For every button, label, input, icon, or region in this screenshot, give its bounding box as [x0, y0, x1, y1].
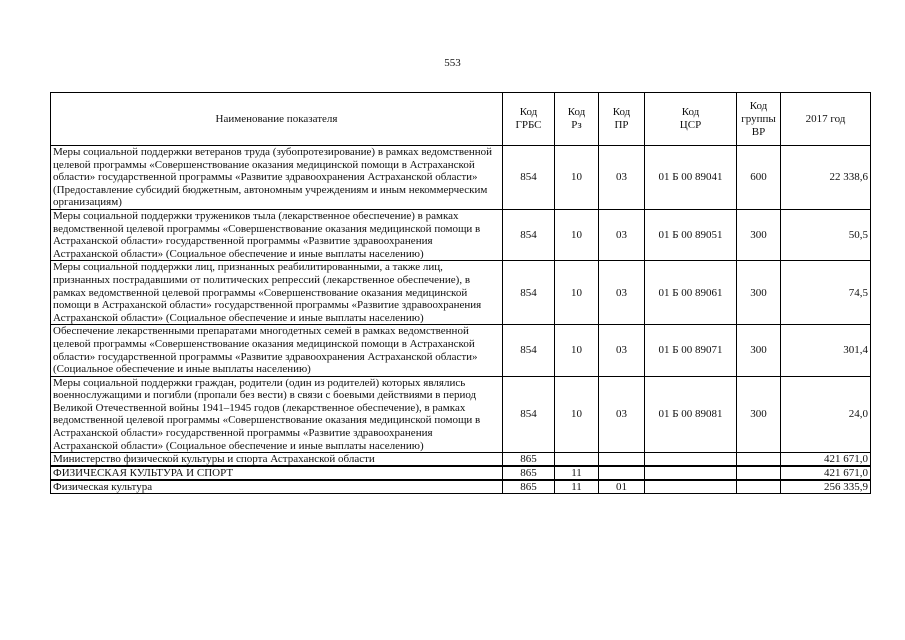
- row-rz: 10: [555, 376, 599, 453]
- row-vr: 300: [737, 261, 781, 325]
- row-grbs: 854: [503, 146, 555, 210]
- row-amount: 256 335,9: [781, 480, 871, 494]
- header-year: 2017 год: [781, 93, 871, 146]
- row-pr: 01: [599, 480, 645, 494]
- row-vr: [737, 453, 781, 467]
- row-name: Обеспечение лекарственными препаратами многодетных семей в рамках ведомственной целевой программы «Совершенствование оказания медицинской помощи в Астраханской области» государственной программы «Развитие здравоохранения Астраханской области» (Социальное обеспечение и иные выплаты населению): [51, 325, 503, 376]
- row-name: Физическая культура: [51, 480, 503, 494]
- row-amount: 421 671,0: [781, 466, 871, 480]
- header-row: [51, 93, 871, 146]
- row-rz: [555, 453, 599, 467]
- table-row: [51, 466, 871, 480]
- header-csr: Код ЦСР: [645, 93, 737, 146]
- row-amount: 50,5: [781, 209, 871, 260]
- row-vr: 300: [737, 209, 781, 260]
- row-vr: 300: [737, 376, 781, 453]
- row-pr: 03: [599, 325, 645, 376]
- row-csr: 01 Б 00 89041: [645, 146, 737, 210]
- row-name: Меры социальной поддержки лиц, признанных реабилитированными, а также лиц, признанных пострадавшими от политических репрессий (лекарственное обеспечение), в рамках ведомственной целевой программы «Совершенствование оказания медицинской помощи в Астраханской области» государственной программы «Развитие здравоохранения Астраханской области» (Социальное обеспечение и иные выплаты населению): [51, 261, 503, 325]
- table-row: [51, 453, 871, 467]
- row-csr: [645, 453, 737, 467]
- row-vr: 300: [737, 325, 781, 376]
- row-csr: 01 Б 00 89071: [645, 325, 737, 376]
- page-number: 553: [444, 57, 461, 69]
- table-row: [51, 325, 871, 376]
- row-rz: 11: [555, 466, 599, 480]
- row-vr: [737, 480, 781, 494]
- row-name: Меры социальной поддержки граждан, родители (один из родителей) которых являлись военнослужащими и погибли (пропали без вести) в связи с боевыми действиями в период Великой Отечественной войны 1941–1945 годов (лекарственное обеспечение), в рамках ведомственной целевой программы «Совершенствование оказания медицинской помощи в Астраханской области» государственной программы «Развитие здравоохранения Астраханской области» (Социальное обеспечение и иные выплаты населению): [51, 376, 503, 453]
- row-csr: 01 Б 00 89061: [645, 261, 737, 325]
- row-grbs: 854: [503, 376, 555, 453]
- row-amount: 22 338,6: [781, 146, 871, 210]
- row-amount: 301,4: [781, 325, 871, 376]
- header-rz: Код Рз: [555, 93, 599, 146]
- row-grbs: 854: [503, 325, 555, 376]
- row-csr: 01 Б 00 89081: [645, 376, 737, 453]
- header-vr: Код группы ВР: [737, 93, 781, 146]
- row-amount: 74,5: [781, 261, 871, 325]
- budget-table: [50, 92, 871, 494]
- row-csr: [645, 466, 737, 480]
- row-grbs: 865: [503, 466, 555, 480]
- table-row: [51, 146, 871, 210]
- row-grbs: 854: [503, 209, 555, 260]
- row-grbs: 865: [503, 453, 555, 467]
- header-grbs: Код ГРБС: [503, 93, 555, 146]
- table-row: [51, 209, 871, 260]
- row-pr: 03: [599, 261, 645, 325]
- row-grbs: 854: [503, 261, 555, 325]
- row-vr: [737, 466, 781, 480]
- table-row: [51, 376, 871, 453]
- row-pr: 03: [599, 146, 645, 210]
- row-vr: 600: [737, 146, 781, 210]
- row-rz: 11: [555, 480, 599, 494]
- row-pr: [599, 466, 645, 480]
- row-name: ФИЗИЧЕСКАЯ КУЛЬТУРА И СПОРТ: [51, 466, 503, 480]
- header-pr: Код ПР: [599, 93, 645, 146]
- row-rz: 10: [555, 261, 599, 325]
- row-name: Меры социальной поддержки ветеранов труда (зубопротезирование) в рамках ведомственной целевой программы «Совершенствование оказания медицинской помощи в Астраханской области» государственной программы «Развитие здравоохранения Астраханской области» (Предоставление субсидий бюджетным, автономным учреждениям и иным некоммерческим организациям): [51, 146, 503, 210]
- row-grbs: 865: [503, 480, 555, 494]
- row-csr: 01 Б 00 89051: [645, 209, 737, 260]
- row-pr: 03: [599, 376, 645, 453]
- table-row: [51, 480, 871, 494]
- row-amount: 24,0: [781, 376, 871, 453]
- row-rz: 10: [555, 146, 599, 210]
- row-csr: [645, 480, 737, 494]
- row-name: Меры социальной поддержки тружеников тыла (лекарственное обеспечение) в рамках ведомственной целевой программы «Совершенствование оказания медицинской помощи в Астраханской области» государственной программы «Развитие здравоохранения Астраханской области» (Социальное обеспечение и иные выплаты населению): [51, 209, 503, 260]
- row-name: Министерство физической культуры и спорта Астраханской области: [51, 453, 503, 467]
- header-name: Наименование показателя: [51, 93, 503, 146]
- row-amount: 421 671,0: [781, 453, 871, 467]
- row-rz: 10: [555, 209, 599, 260]
- row-pr: [599, 453, 645, 467]
- row-pr: 03: [599, 209, 645, 260]
- table-row: [51, 261, 871, 325]
- row-rz: 10: [555, 325, 599, 376]
